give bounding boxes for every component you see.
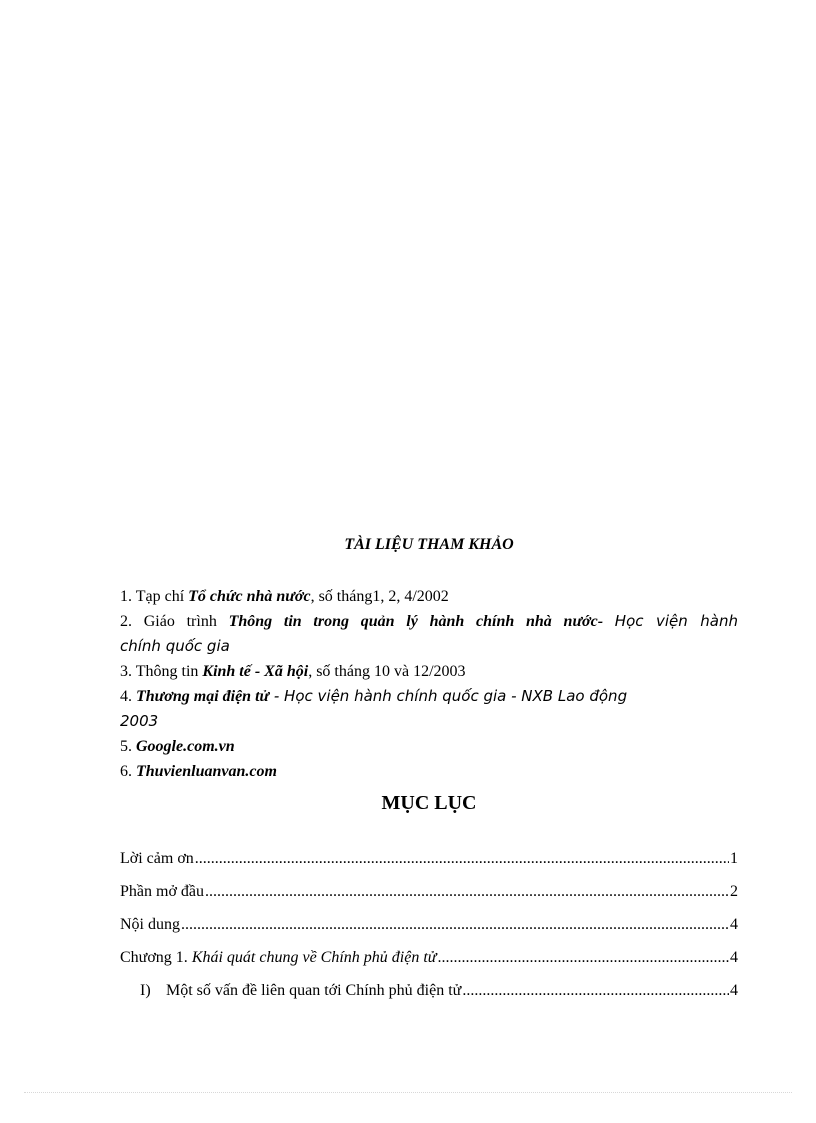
toc-heading: MỤC LỤC <box>381 792 477 814</box>
toc-entry[interactable] <box>120 883 738 916</box>
reference-title: Thuvienluanvan.com <box>136 763 277 780</box>
reference-item-2-continued <box>120 634 738 659</box>
references-heading: TÀI LIỆU THAM KHẢO <box>344 536 514 553</box>
reference-number: 5. <box>120 738 132 755</box>
toc-section-number: I) <box>140 982 151 999</box>
toc-entry-page: 4 <box>730 982 738 999</box>
toc-entry-section[interactable] <box>120 982 738 1015</box>
toc-entry-label <box>140 982 461 1000</box>
reference-item-2 <box>120 609 738 634</box>
reference-item-3 <box>120 659 738 684</box>
table-of-contents <box>120 850 738 1015</box>
reference-title: Thông tin trong quản lý hành chính nhà nước- <box>228 613 604 630</box>
reference-prefix: Giáo trình <box>143 613 217 630</box>
reference-publisher: Học viện hành <box>614 612 739 630</box>
reference-detail: , số tháng1, 2, 4/2002 <box>310 588 449 605</box>
toc-entry-label: Lời cảm ơn <box>120 850 194 867</box>
reference-publisher-continued: chính quốc gia <box>120 637 230 655</box>
toc-entry-chapter[interactable] <box>120 949 738 982</box>
toc-leader-dots <box>181 916 729 934</box>
reference-number: 1. <box>120 588 132 605</box>
reference-item-5 <box>120 734 738 759</box>
reference-prefix: Tạp chí <box>135 588 185 605</box>
reference-detail: , số tháng 10 và 12/2003 <box>308 663 466 680</box>
reference-number: 6. <box>120 763 132 780</box>
reference-number: 2. <box>120 613 132 630</box>
reference-item-4-continued <box>120 709 738 734</box>
references-list <box>120 584 738 784</box>
reference-title: Thương mại điện tử <box>136 688 270 705</box>
toc-section-title: Một số vấn đề liên quan tới Chính phủ điện tử <box>166 982 462 999</box>
toc-entry-page: 4 <box>730 916 738 933</box>
reference-title: Google.com.vn <box>136 738 235 755</box>
toc-leader-dots <box>462 982 729 1000</box>
reference-number: 3. <box>120 663 132 680</box>
reference-item-1 <box>120 584 738 609</box>
toc-entry-page: 1 <box>730 850 738 867</box>
toc-entry-label: Nội dung <box>120 916 180 933</box>
toc-leader-dots <box>438 949 729 967</box>
toc-entry-label: Phần mở đầu <box>120 883 205 900</box>
toc-chapter-title: Khái quát chung về Chính phủ điện tử <box>191 949 437 966</box>
reference-prefix: Thông tin <box>135 663 199 680</box>
toc-entry[interactable] <box>120 850 738 883</box>
page-bottom-rule <box>24 1092 792 1093</box>
toc-entry-label <box>120 949 437 967</box>
reference-publisher-continued: 2003 <box>120 712 159 730</box>
toc-leader-dots <box>195 850 729 868</box>
toc-entry-page: 2 <box>730 883 738 900</box>
reference-item-6 <box>120 759 738 784</box>
reference-title: Kinh tế - Xã hội <box>202 663 309 680</box>
reference-title: Tổ chức nhà nước <box>188 588 311 605</box>
reference-number: 4. <box>120 688 132 705</box>
reference-publisher: - Học viện hành chính quốc gia - NXB Lao động <box>269 687 628 705</box>
toc-entry-page: 4 <box>730 949 738 966</box>
toc-leader-dots <box>205 883 729 901</box>
toc-entry[interactable] <box>120 916 738 949</box>
toc-chapter-prefix: Chương 1. <box>120 949 188 966</box>
reference-item-4 <box>120 684 738 709</box>
